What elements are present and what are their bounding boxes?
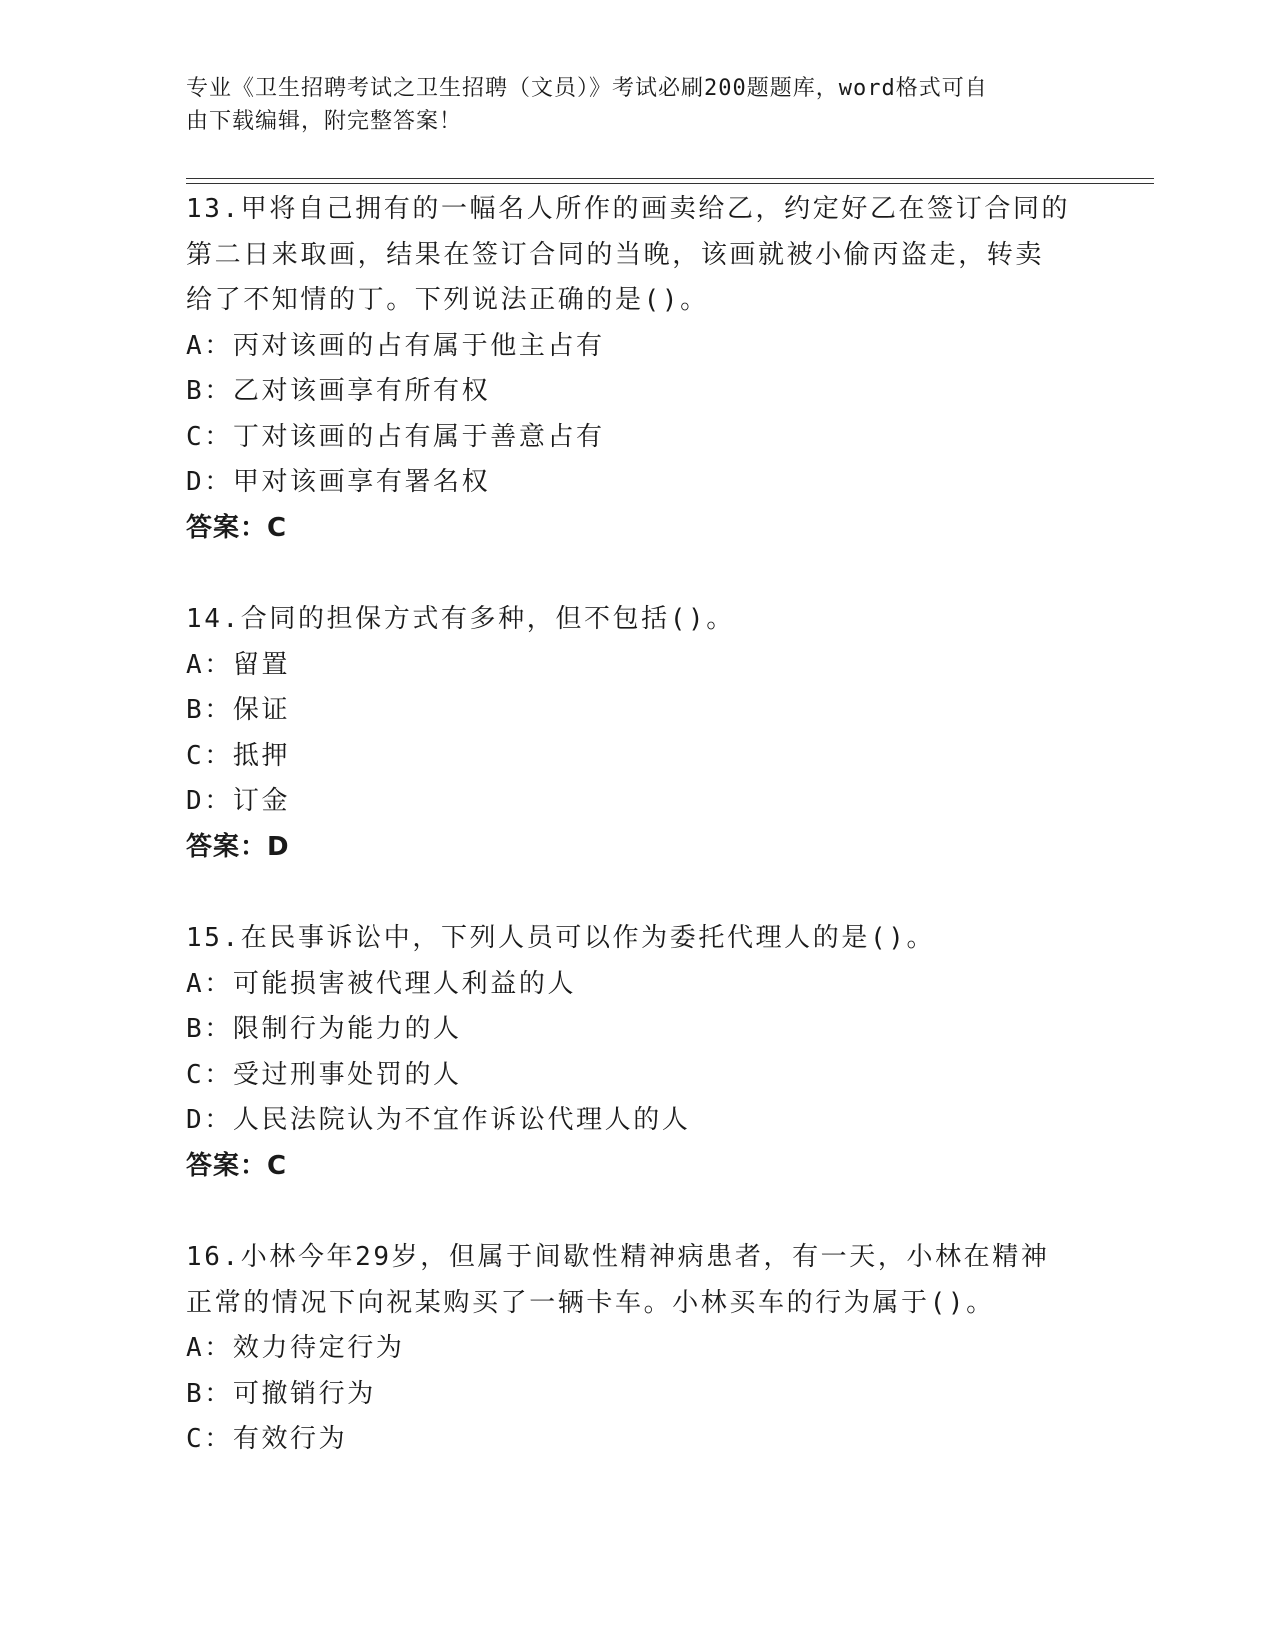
option-c: C：受过刑事处罚的人 [186,1059,462,1090]
question-spacer [186,551,1086,597]
question-stem-line: 第二日来取画，结果在签订合同的当晚，该画就被小偷丙盗走，转卖 [186,239,1045,270]
option-a: A：效力待定行为 [186,1333,405,1363]
option-b: B：乙对该画享有所有权 [186,376,491,406]
header-line-2: 由下载编辑，附完整答案！ [186,109,463,134]
answer-label: 答案：C [186,512,288,543]
option-a: A：可能损害被代理人利益的人 [186,968,577,999]
question-spacer [186,870,1086,916]
question-stem-line: 14.合同的担保方式有多种，但不包括()。 [186,604,735,634]
question-spacer [186,1189,1086,1235]
option-b: B：可撤销行为 [186,1378,376,1409]
question-14 [186,597,1086,870]
answer-label: 答案：C [186,1150,288,1181]
option-c: C：有效行为 [186,1424,348,1454]
answer-label: 答案：D [186,831,290,862]
question-13 [186,187,1086,551]
question-stem-line: 15.在民事诉讼中，下列人员可以作为委托代理人的是()。 [186,923,936,953]
header-divider-top [186,178,1154,179]
option-d: D：订金 [186,786,291,816]
question-15 [186,916,1086,1189]
option-a: A：留置 [186,649,291,680]
option-b: B：限制行为能力的人 [186,1014,462,1044]
option-d: D：人民法院认为不宜作诉讼代理人的人 [186,1105,691,1135]
option-d: D：甲对该画享有署名权 [186,467,491,497]
question-list [186,187,1086,1463]
question-stem-line: 16.小林今年29岁，但属于间歇性精神病患者，有一天，小林在精神 [186,1242,1050,1272]
header-line-1: 专业《卫生招聘考试之卫生招聘（文员）》考试必刷200题题库，word格式可自 [186,76,988,101]
question-stem-line: 13.甲将自己拥有的一幅名人所作的画卖给乙，约定好乙在签订合同的 [186,194,1071,224]
option-a: A：丙对该画的占有属于他主占有 [186,330,605,361]
option-c: C：抵押 [186,740,291,771]
option-b: B：保证 [186,695,291,725]
question-stem-line: 给了不知情的丁。下列说法正确的是()。 [186,285,709,315]
question-stem-line: 正常的情况下向祝某购买了一辆卡车。小林买车的行为属于()。 [186,1287,995,1318]
question-16 [186,1235,1086,1463]
header-divider-bottom [186,183,1154,184]
document-header [186,72,1066,138]
option-c: C：丁对该画的占有属于善意占有 [186,421,605,452]
